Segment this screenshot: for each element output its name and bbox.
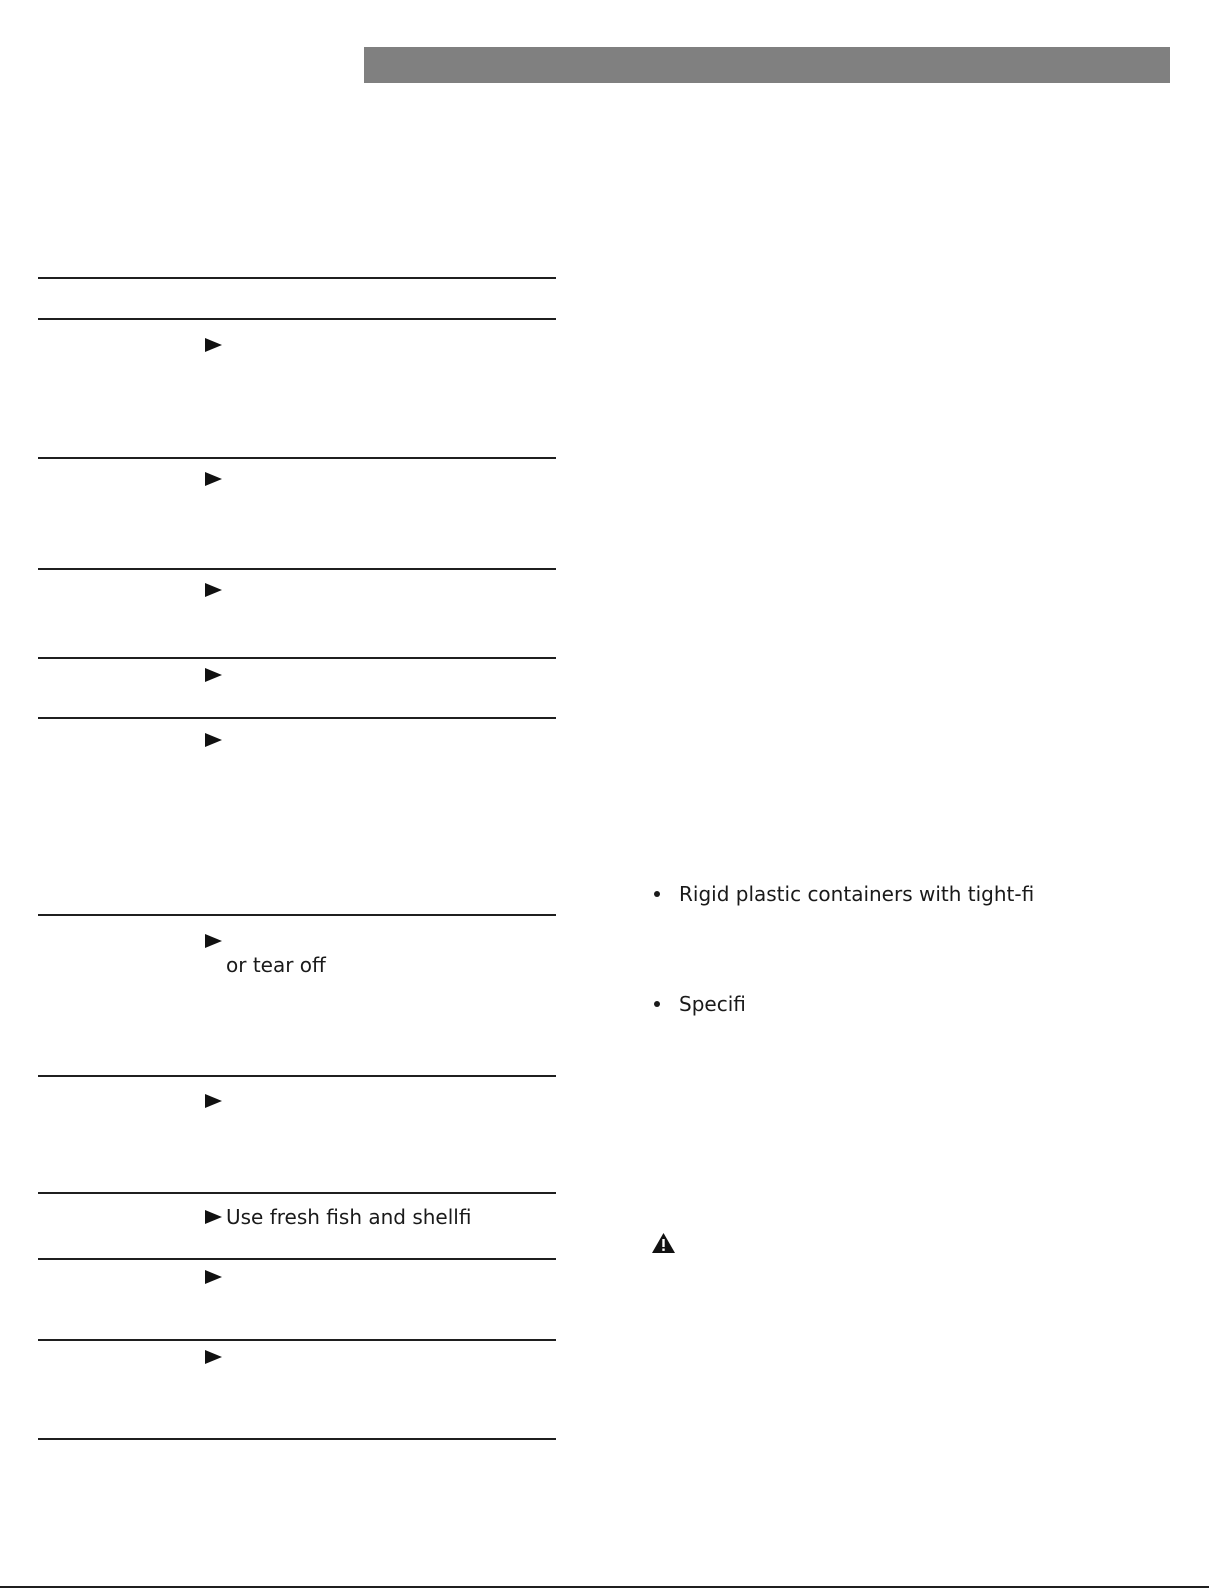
bullet-text: Specifi — [679, 992, 746, 1016]
bullet-icon — [654, 891, 660, 897]
table-rule — [38, 318, 556, 320]
triangle-arrow-icon — [205, 1270, 222, 1284]
table-rule — [38, 717, 556, 719]
page-bottom-rule — [0, 1586, 1209, 1588]
header-bar — [364, 47, 1170, 83]
row-continuation-text: or tear off — [226, 953, 326, 977]
bullet-icon — [654, 1001, 660, 1007]
triangle-arrow-icon — [205, 583, 222, 597]
triangle-arrow-icon — [205, 668, 222, 682]
table-rule — [38, 914, 556, 916]
triangle-arrow-icon — [205, 934, 222, 948]
table-rule — [38, 568, 556, 570]
triangle-arrow-icon — [205, 1094, 222, 1108]
triangle-arrow-icon — [205, 1210, 222, 1224]
triangle-arrow-icon — [205, 1350, 222, 1364]
table-rule — [38, 1192, 556, 1194]
table-rule — [38, 657, 556, 659]
table-rule — [38, 277, 556, 279]
table-rule — [38, 1258, 556, 1260]
bullet-text: Rigid plastic containers with tight-fi — [679, 882, 1035, 906]
triangle-arrow-icon — [205, 472, 222, 486]
triangle-arrow-icon — [205, 733, 222, 747]
warning-triangle-icon — [651, 1232, 676, 1254]
table-rule — [38, 457, 556, 459]
table-rule — [38, 1339, 556, 1341]
triangle-arrow-icon — [205, 338, 222, 352]
table-rule — [38, 1075, 556, 1077]
row-text: Use fresh fish and shellfi — [226, 1205, 472, 1229]
table-rule — [38, 1438, 556, 1440]
